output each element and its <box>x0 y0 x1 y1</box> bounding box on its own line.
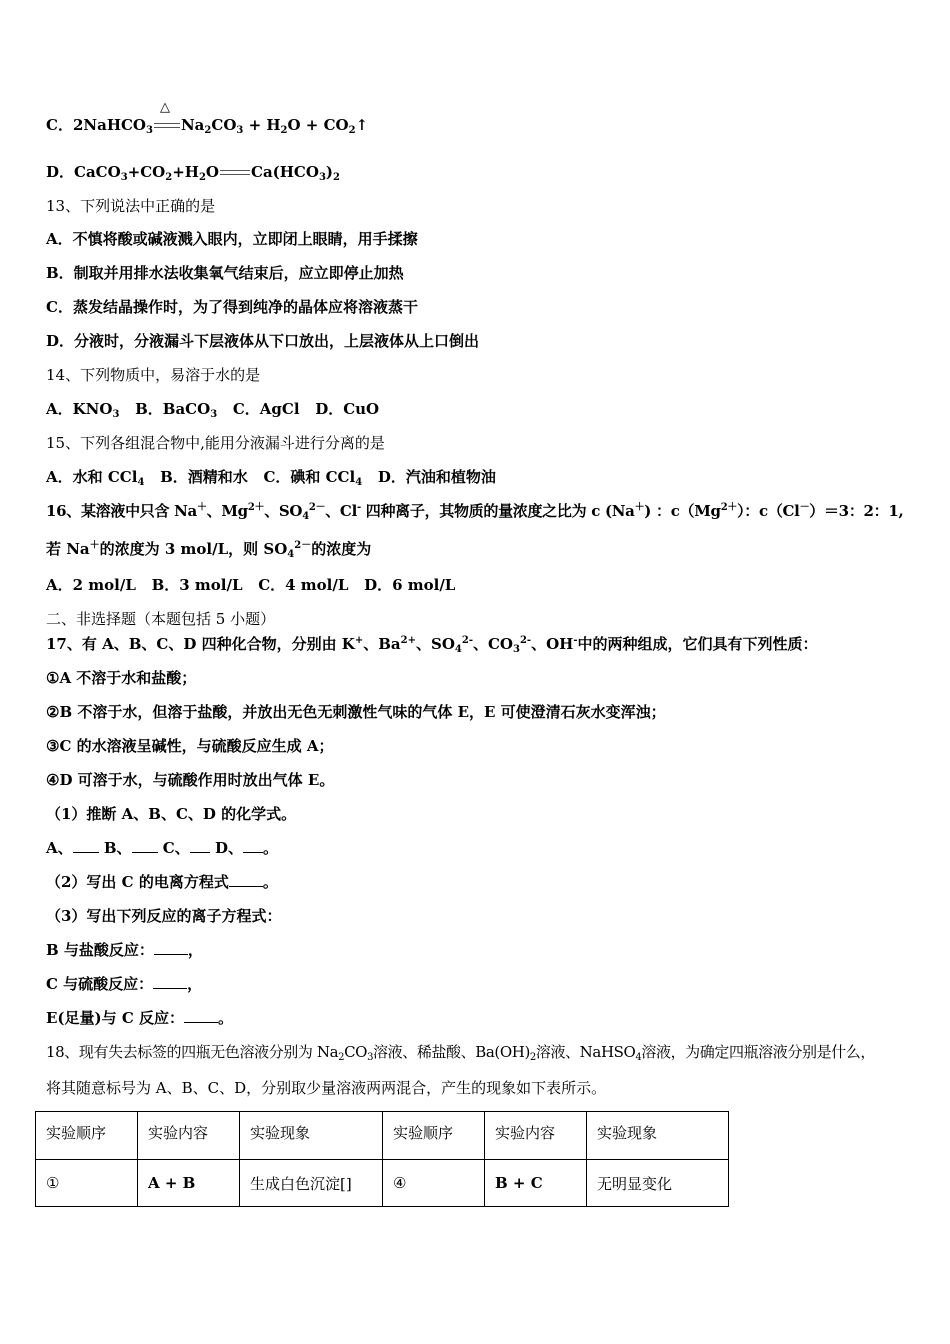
q17-reaction-2: C 与硫酸反应： ， <box>46 975 203 993</box>
q13-option-d: D．分液时，分液漏斗下层液体从下口放出，上层液体从上口倒出 <box>46 332 480 350</box>
q17-property-1: ①A 不溶于水和盐酸； <box>46 669 197 687</box>
q12-option-d: D．$CaCO_3+CO_2+H_2O$ $Ca(HCO_3)_2$ <box>46 163 340 183</box>
table-header-cell: 实验现象 <box>587 1112 729 1160</box>
table-cell: B + C <box>485 1160 587 1207</box>
q16-option-a: A．2 mol/L <box>46 576 136 594</box>
table-cell: ④ <box>383 1160 485 1207</box>
table-cell: A + B <box>138 1160 240 1207</box>
experiment-table <box>35 1111 729 1207</box>
equals-sign <box>154 100 180 132</box>
q15-option-c: C．碘和 CCl$_4$ <box>263 468 363 488</box>
q13-option-c: C．蒸发结晶操作时，为了得到纯净的晶体应将溶液蒸干 <box>46 298 418 316</box>
q14-option-d: D．CuO <box>315 400 380 418</box>
q15-option-b: B．酒精和水 <box>160 468 248 486</box>
q12-option-c: C．2NaHCO$_3$ △ $Na_2CO_3 + H_2O$ + $CO_2↑$ <box>46 100 369 136</box>
table-header-cell: 实验顺序 <box>383 1112 485 1160</box>
q17-answer-line: A、 B、 C、 D、 。 <box>46 839 278 857</box>
q18-stem-line1: 18、现有失去标签的四瓶无色溶液分别为 $Na_2CO_3$溶液、稀盐酸、$Ba(OH)_2$溶液、NaHSO$_4$溶液，为确定四瓶溶液分别是什么， <box>46 1043 875 1063</box>
q14-option-b: B．BaCO$_3$ <box>135 400 218 420</box>
q16-stem-line2: 若 Na＋的浓度为 3 mol/L，则 $SO_4^{2-}$的浓度为 <box>46 540 372 560</box>
q15-option-a: A．水和 CCl$_4$ <box>46 468 145 488</box>
q14-option-c: C．AgCl <box>232 400 300 418</box>
table-header-cell: 实验现象 <box>240 1112 383 1160</box>
q14-stem: 14、下列物质中，易溶于水的是 <box>46 366 261 384</box>
q14-options <box>46 399 379 419</box>
q17-property-4: ④D 可溶于水，与硫酸作用时放出气体 E。 <box>46 771 335 789</box>
q17-property-3: ③C 的水溶液呈碱性，与硫酸反应生成 A； <box>46 737 334 755</box>
answer-blank-c[interactable] <box>190 838 210 853</box>
table-header-cell: 实验内容 <box>138 1112 240 1160</box>
table-header-cell: 实验内容 <box>485 1112 587 1160</box>
q13-option-a: A．不慎将酸或碱液溅入眼内，立即闭上眼睛，用手揉擦 <box>46 230 418 248</box>
equals-sign <box>220 167 250 179</box>
q14-option-a: A．$KNO_3$ <box>46 400 120 420</box>
q16-stem-line1: 16、某溶液中只含 Na＋、$Mg^{2+}$、$SO_4^{2-}$、Cl- 四种离子，其物质的量浓度之比为 c (Na＋) ：$c(Mg^{2+})$：c（Cl－）＝3：2：1, <box>46 502 904 522</box>
q16-option-b: B．3 mol/L <box>151 576 243 594</box>
table-row <box>36 1160 729 1207</box>
section-heading: 二、非选择题（本题包括 5 小题） <box>46 610 276 628</box>
answer-blank-a[interactable] <box>73 838 99 853</box>
q15-option-d: D．汽油和植物油 <box>377 468 496 486</box>
q13-option-b: B．制取并用排水法收集氧气结束后，应立即停止加热 <box>46 264 404 282</box>
table-cell: 生成白色沉淀[] <box>240 1160 383 1207</box>
q17-reaction-1: B 与盐酸反应： ， <box>46 941 203 959</box>
q15-options <box>46 467 496 487</box>
q16-option-c: C．4 mol/L <box>258 576 349 594</box>
answer-blank-ionization[interactable] <box>229 872 263 887</box>
q13-stem: 13、下列说法中正确的是 <box>46 197 216 215</box>
table-cell: 无明显变化 <box>587 1160 729 1207</box>
q17-sub-question-1: （1）推断 A、B、C、D 的化学式。 <box>46 805 297 823</box>
q18-stem-line2: 将其随意标号为 A、B、C、D，分别取少量溶液两两混合，产生的现象如下表所示。 <box>46 1079 607 1097</box>
answer-blank-b[interactable] <box>132 838 158 853</box>
table-header-cell: 实验顺序 <box>36 1112 138 1160</box>
q17-property-2: ②B 不溶于水，但溶于盐酸，并放出无色无刺激性气味的气体 E，E 可使澄清石灰水变浑浊； <box>46 703 666 721</box>
answer-blank-reaction-3[interactable] <box>184 1008 218 1023</box>
q17-sub-question-3: （3）写出下列反应的离子方程式： <box>46 907 282 925</box>
table-cell: ① <box>36 1160 138 1207</box>
heat-symbol: △ <box>159 100 170 115</box>
q17-stem: 17、有 A、B、C、D 四种化合物，分别由 K+、$Ba^{2+}$、$SO_4^{2-}$、$CO_3^{2-}$、OH-中的两种组成，它们具有下列性质： <box>46 635 818 655</box>
answer-blank-d[interactable] <box>243 838 263 853</box>
answer-blank-reaction-1[interactable] <box>154 940 188 955</box>
table-header-row <box>36 1112 729 1160</box>
q17-reaction-3: E(足量)与 C 反应： 。 <box>46 1009 234 1027</box>
q15-stem: 15、下列各组混合物中,能用分液漏斗进行分离的是 <box>46 434 385 452</box>
answer-blank-reaction-2[interactable] <box>153 974 187 989</box>
q17-sub-question-2: （2）写出 C 的电离方程式 。 <box>46 873 278 891</box>
q16-option-d: D．6 mol/L <box>364 576 456 594</box>
q16-options <box>46 575 455 595</box>
